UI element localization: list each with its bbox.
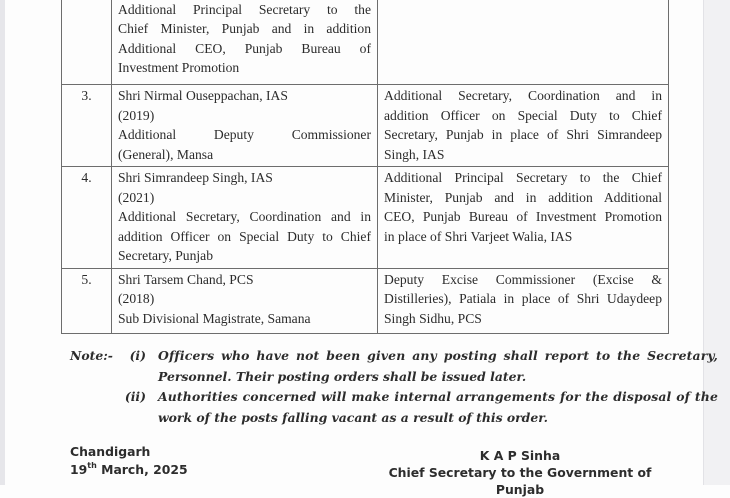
posting-line: (General), Mansa bbox=[118, 146, 214, 162]
posting-line: Additional CEO, Punjab Bureau of bbox=[118, 40, 371, 56]
new-posting-line: Distilleries), Patiala in place of Shri Udaydeep bbox=[384, 291, 662, 306]
new-posting-line: Deputy Excise Commissioner (Excise & bbox=[384, 271, 662, 287]
serial-number-cell: 4. bbox=[62, 167, 112, 269]
new-posting-line: Minister, Punjab and in addition Additional bbox=[384, 189, 662, 205]
posting-line: Secretary, Punjab bbox=[118, 248, 213, 263]
current-posting-cell bbox=[112, 167, 378, 269]
signature-block bbox=[370, 447, 670, 498]
place: Chandigarh bbox=[70, 444, 151, 459]
signatory-name: K A P Sinha bbox=[479, 448, 561, 463]
posting-line: Additional Secretary, Coordination and in bbox=[118, 209, 371, 224]
officer-name: Shri Tarsem Chand, PCS bbox=[118, 271, 254, 287]
posting-line: Sub Divisional Magistrate, Samana bbox=[118, 310, 311, 326]
new-posting-cell bbox=[378, 268, 669, 333]
current-posting-cell bbox=[112, 0, 378, 85]
new-posting-line: Secretary, Punjab in place of Shri Simrandeep bbox=[384, 127, 662, 142]
note-text bbox=[158, 346, 718, 387]
note-number: (ii) bbox=[124, 389, 146, 404]
page-left-edge bbox=[0, 0, 5, 485]
note-line: Personnel. Their posting orders shall be issued later. bbox=[158, 368, 527, 384]
note-number: (i) bbox=[129, 348, 146, 363]
officer-name: Shri Nirmal Ouseppachan, IAS bbox=[118, 88, 288, 103]
serial-number-cell: 3. bbox=[62, 85, 112, 167]
batch-year: (2019) bbox=[118, 107, 155, 123]
signatory-designation: Chief Secretary to the Government of Punjab bbox=[388, 465, 652, 497]
new-posting-cell bbox=[378, 167, 669, 269]
table-row bbox=[62, 85, 669, 167]
date-day: 19 bbox=[70, 462, 88, 477]
new-posting-line: Singh Sidhu, PCS bbox=[384, 310, 482, 326]
new-posting-line: Additional Principal Secretary to the Chief bbox=[384, 170, 662, 185]
serial-number-cell: 5. bbox=[62, 268, 112, 333]
place-and-date bbox=[70, 443, 188, 479]
current-posting-cell bbox=[112, 268, 378, 333]
new-posting-cell bbox=[378, 85, 669, 167]
date-suffix: th bbox=[87, 461, 97, 470]
new-posting-line: Singh, IAS bbox=[384, 146, 445, 162]
date-rest: March, 2025 bbox=[101, 462, 188, 477]
current-posting-cell bbox=[112, 85, 378, 167]
new-posting-line: in place of Shri Varjeet Walia, IAS bbox=[384, 228, 573, 244]
serial-number-cell bbox=[62, 0, 112, 85]
note-text bbox=[158, 387, 718, 428]
table-row bbox=[62, 268, 669, 333]
new-posting-line: addition Officer on Special Duty to Chief bbox=[384, 107, 662, 123]
new-posting-line: CEO, Punjab Bureau of Investment Promotion bbox=[384, 209, 662, 224]
posting-line: Additional Principal Secretary to the bbox=[118, 1, 371, 17]
new-posting-cell bbox=[378, 0, 669, 85]
officer-name: Shri Simrandeep Singh, IAS bbox=[118, 170, 273, 185]
batch-year: (2018) bbox=[118, 291, 155, 306]
order-date bbox=[70, 461, 188, 479]
note-line: Officers who have not been given any posting shall report to the Secretary, bbox=[158, 348, 718, 363]
note-line: Authorities concerned will make internal arrangements for the disposal of the bbox=[158, 389, 718, 404]
new-posting-line: Additional Secretary, Coordination and in bbox=[384, 88, 662, 103]
table-row bbox=[62, 0, 669, 85]
posting-line: addition Officer on Special Duty to Chief bbox=[118, 228, 371, 244]
table-row bbox=[62, 167, 669, 269]
posting-line: Chief Minister, Punjab and in addition bbox=[118, 21, 371, 36]
posting-line: Investment Promotion bbox=[118, 60, 240, 75]
batch-year: (2021) bbox=[118, 189, 155, 205]
note-line: work of the posts falling vacant as a result of this order. bbox=[158, 409, 548, 425]
note-label: Note:- bbox=[70, 348, 113, 363]
transfer-orders-table bbox=[61, 0, 669, 334]
posting-line: Additional Deputy Commissioner bbox=[118, 127, 371, 142]
